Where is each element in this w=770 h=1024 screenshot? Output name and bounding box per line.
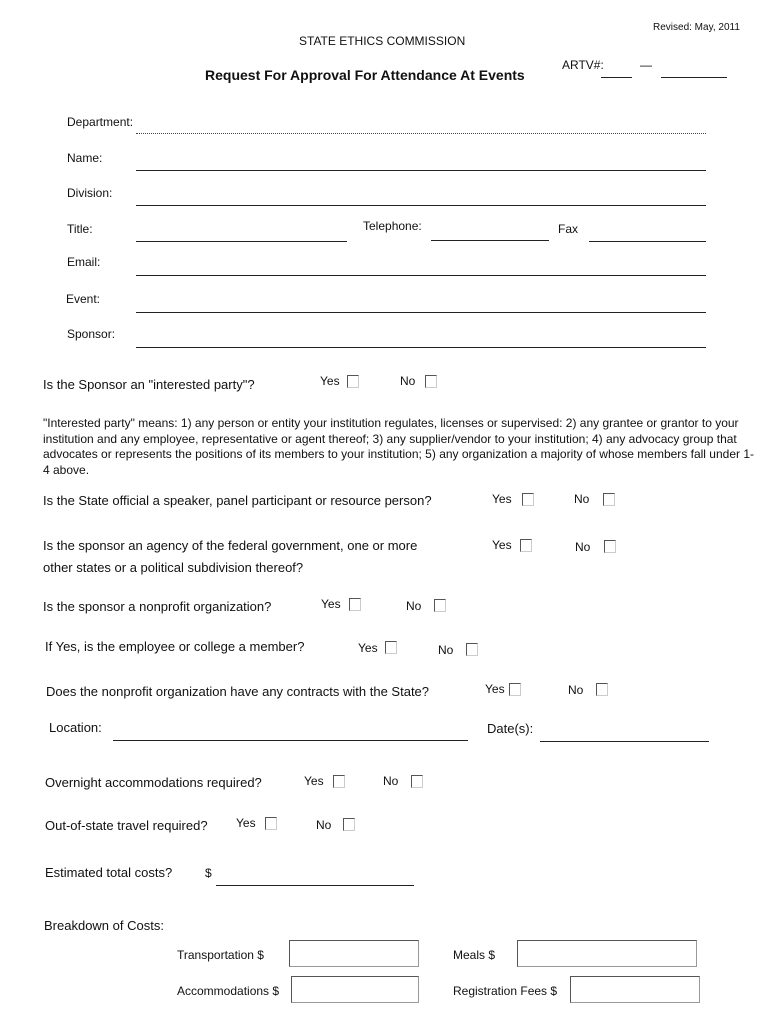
contracts-yes-checkbox[interactable] bbox=[509, 683, 521, 696]
overnight-no-checkbox[interactable] bbox=[411, 775, 423, 788]
interested-party-definition: "Interested party" means: 1) any person or entity your institution regulates, licenses or supervised: 2) any grantee or grantor to your institution and any employee, representative or agent thereof; 3) any supplier/vendor to your institution; 4) any advocacy group that advocates or represents the positions of its members to your institution; 5) any organization a majority of whose members fall under 1-4 above. bbox=[43, 416, 755, 477]
dollar-sign: $ bbox=[205, 866, 212, 880]
name-label: Name: bbox=[67, 151, 103, 165]
no-label: No bbox=[575, 540, 591, 554]
overnight-yes-checkbox[interactable] bbox=[333, 775, 345, 788]
accommodations-input[interactable] bbox=[291, 976, 419, 1003]
interested-party-no-checkbox[interactable] bbox=[425, 375, 437, 388]
federal-agency-question-cont: other states or a political subdivision thereof? bbox=[43, 560, 304, 575]
event-label: Event: bbox=[66, 292, 101, 306]
meals-input[interactable] bbox=[517, 940, 697, 967]
yes-label: Yes bbox=[320, 374, 340, 388]
dates-field[interactable] bbox=[540, 741, 709, 742]
sponsor-field[interactable] bbox=[136, 347, 706, 348]
event-field[interactable] bbox=[136, 312, 706, 313]
no-label: No bbox=[438, 643, 454, 657]
sponsor-label: Sponsor: bbox=[67, 327, 116, 341]
department-field[interactable] bbox=[136, 133, 706, 134]
speaker-no-checkbox[interactable] bbox=[603, 493, 615, 506]
total-costs-label: Estimated total costs? bbox=[45, 865, 173, 880]
artv-dash: — bbox=[640, 58, 652, 72]
department-label: Department: bbox=[67, 115, 134, 129]
speaker-yes-checkbox[interactable] bbox=[522, 493, 534, 506]
location-field[interactable] bbox=[113, 740, 468, 741]
federal-agency-no-checkbox[interactable] bbox=[604, 540, 616, 553]
revised-date: Revised: May, 2011 bbox=[653, 22, 740, 33]
fax-field[interactable] bbox=[589, 241, 706, 242]
no-label: No bbox=[383, 774, 399, 788]
transportation-input[interactable] bbox=[289, 940, 419, 967]
location-label: Location: bbox=[49, 720, 102, 735]
no-label: No bbox=[568, 683, 584, 697]
email-field[interactable] bbox=[136, 275, 706, 276]
nonprofit-yes-checkbox[interactable] bbox=[349, 598, 361, 611]
no-label: No bbox=[316, 818, 332, 832]
yes-label: Yes bbox=[236, 816, 256, 830]
member-yes-checkbox[interactable] bbox=[385, 641, 397, 654]
contracts-question: Does the nonprofit organization have any contracts with the State? bbox=[46, 684, 430, 699]
member-no-checkbox[interactable] bbox=[466, 643, 478, 656]
artv-field-1[interactable] bbox=[601, 77, 632, 78]
telephone-label: Telephone: bbox=[363, 219, 422, 233]
yes-label: Yes bbox=[485, 682, 505, 696]
interested-party-question: Is the Sponsor an "interested party"? bbox=[43, 377, 255, 392]
artv-label: ARTV#: bbox=[562, 58, 604, 72]
registration-fees-label: Registration Fees $ bbox=[453, 984, 558, 998]
overnight-question: Overnight accommodations required? bbox=[45, 775, 262, 790]
registration-fees-input[interactable] bbox=[570, 976, 700, 1003]
title-field[interactable] bbox=[136, 241, 347, 242]
yes-label: Yes bbox=[321, 597, 341, 611]
out-of-state-yes-checkbox[interactable] bbox=[265, 817, 277, 830]
speaker-question: Is the State official a speaker, panel participant or resource person? bbox=[43, 493, 432, 508]
division-label: Division: bbox=[67, 186, 113, 200]
no-label: No bbox=[400, 374, 416, 388]
meals-label: Meals $ bbox=[453, 948, 496, 962]
accommodations-label: Accommodations $ bbox=[177, 984, 280, 998]
out-of-state-question: Out-of-state travel required? bbox=[45, 818, 208, 833]
breakdown-heading: Breakdown of Costs: bbox=[44, 918, 164, 933]
nonprofit-question: Is the sponsor a nonprofit organization? bbox=[43, 599, 272, 614]
yes-label: Yes bbox=[304, 774, 324, 788]
name-field[interactable] bbox=[136, 170, 706, 171]
federal-agency-yes-checkbox[interactable] bbox=[520, 539, 532, 552]
email-label: Email: bbox=[67, 255, 101, 269]
no-label: No bbox=[574, 492, 590, 506]
interested-party-yes-checkbox[interactable] bbox=[347, 375, 359, 388]
artv-field-2[interactable] bbox=[661, 77, 727, 78]
federal-agency-question: Is the sponsor an agency of the federal government, one or more bbox=[43, 538, 418, 553]
division-field[interactable] bbox=[136, 205, 706, 206]
agency-name: STATE ETHICS COMMISSION bbox=[299, 34, 466, 48]
dates-label: Date(s): bbox=[487, 721, 534, 736]
out-of-state-no-checkbox[interactable] bbox=[343, 818, 355, 831]
title-label: Title: bbox=[67, 222, 93, 236]
no-label: No bbox=[406, 599, 422, 613]
nonprofit-no-checkbox[interactable] bbox=[434, 599, 446, 612]
total-costs-field[interactable] bbox=[216, 885, 414, 886]
yes-label: Yes bbox=[492, 492, 512, 506]
transportation-label: Transportation $ bbox=[177, 948, 264, 962]
yes-label: Yes bbox=[492, 538, 512, 552]
telephone-field[interactable] bbox=[431, 240, 549, 241]
form-title: Request For Approval For Attendance At Events bbox=[205, 67, 525, 83]
member-question: If Yes, is the employee or college a member? bbox=[45, 639, 305, 654]
contracts-no-checkbox[interactable] bbox=[596, 683, 608, 696]
yes-label: Yes bbox=[358, 641, 378, 655]
fax-label: Fax bbox=[558, 222, 579, 236]
